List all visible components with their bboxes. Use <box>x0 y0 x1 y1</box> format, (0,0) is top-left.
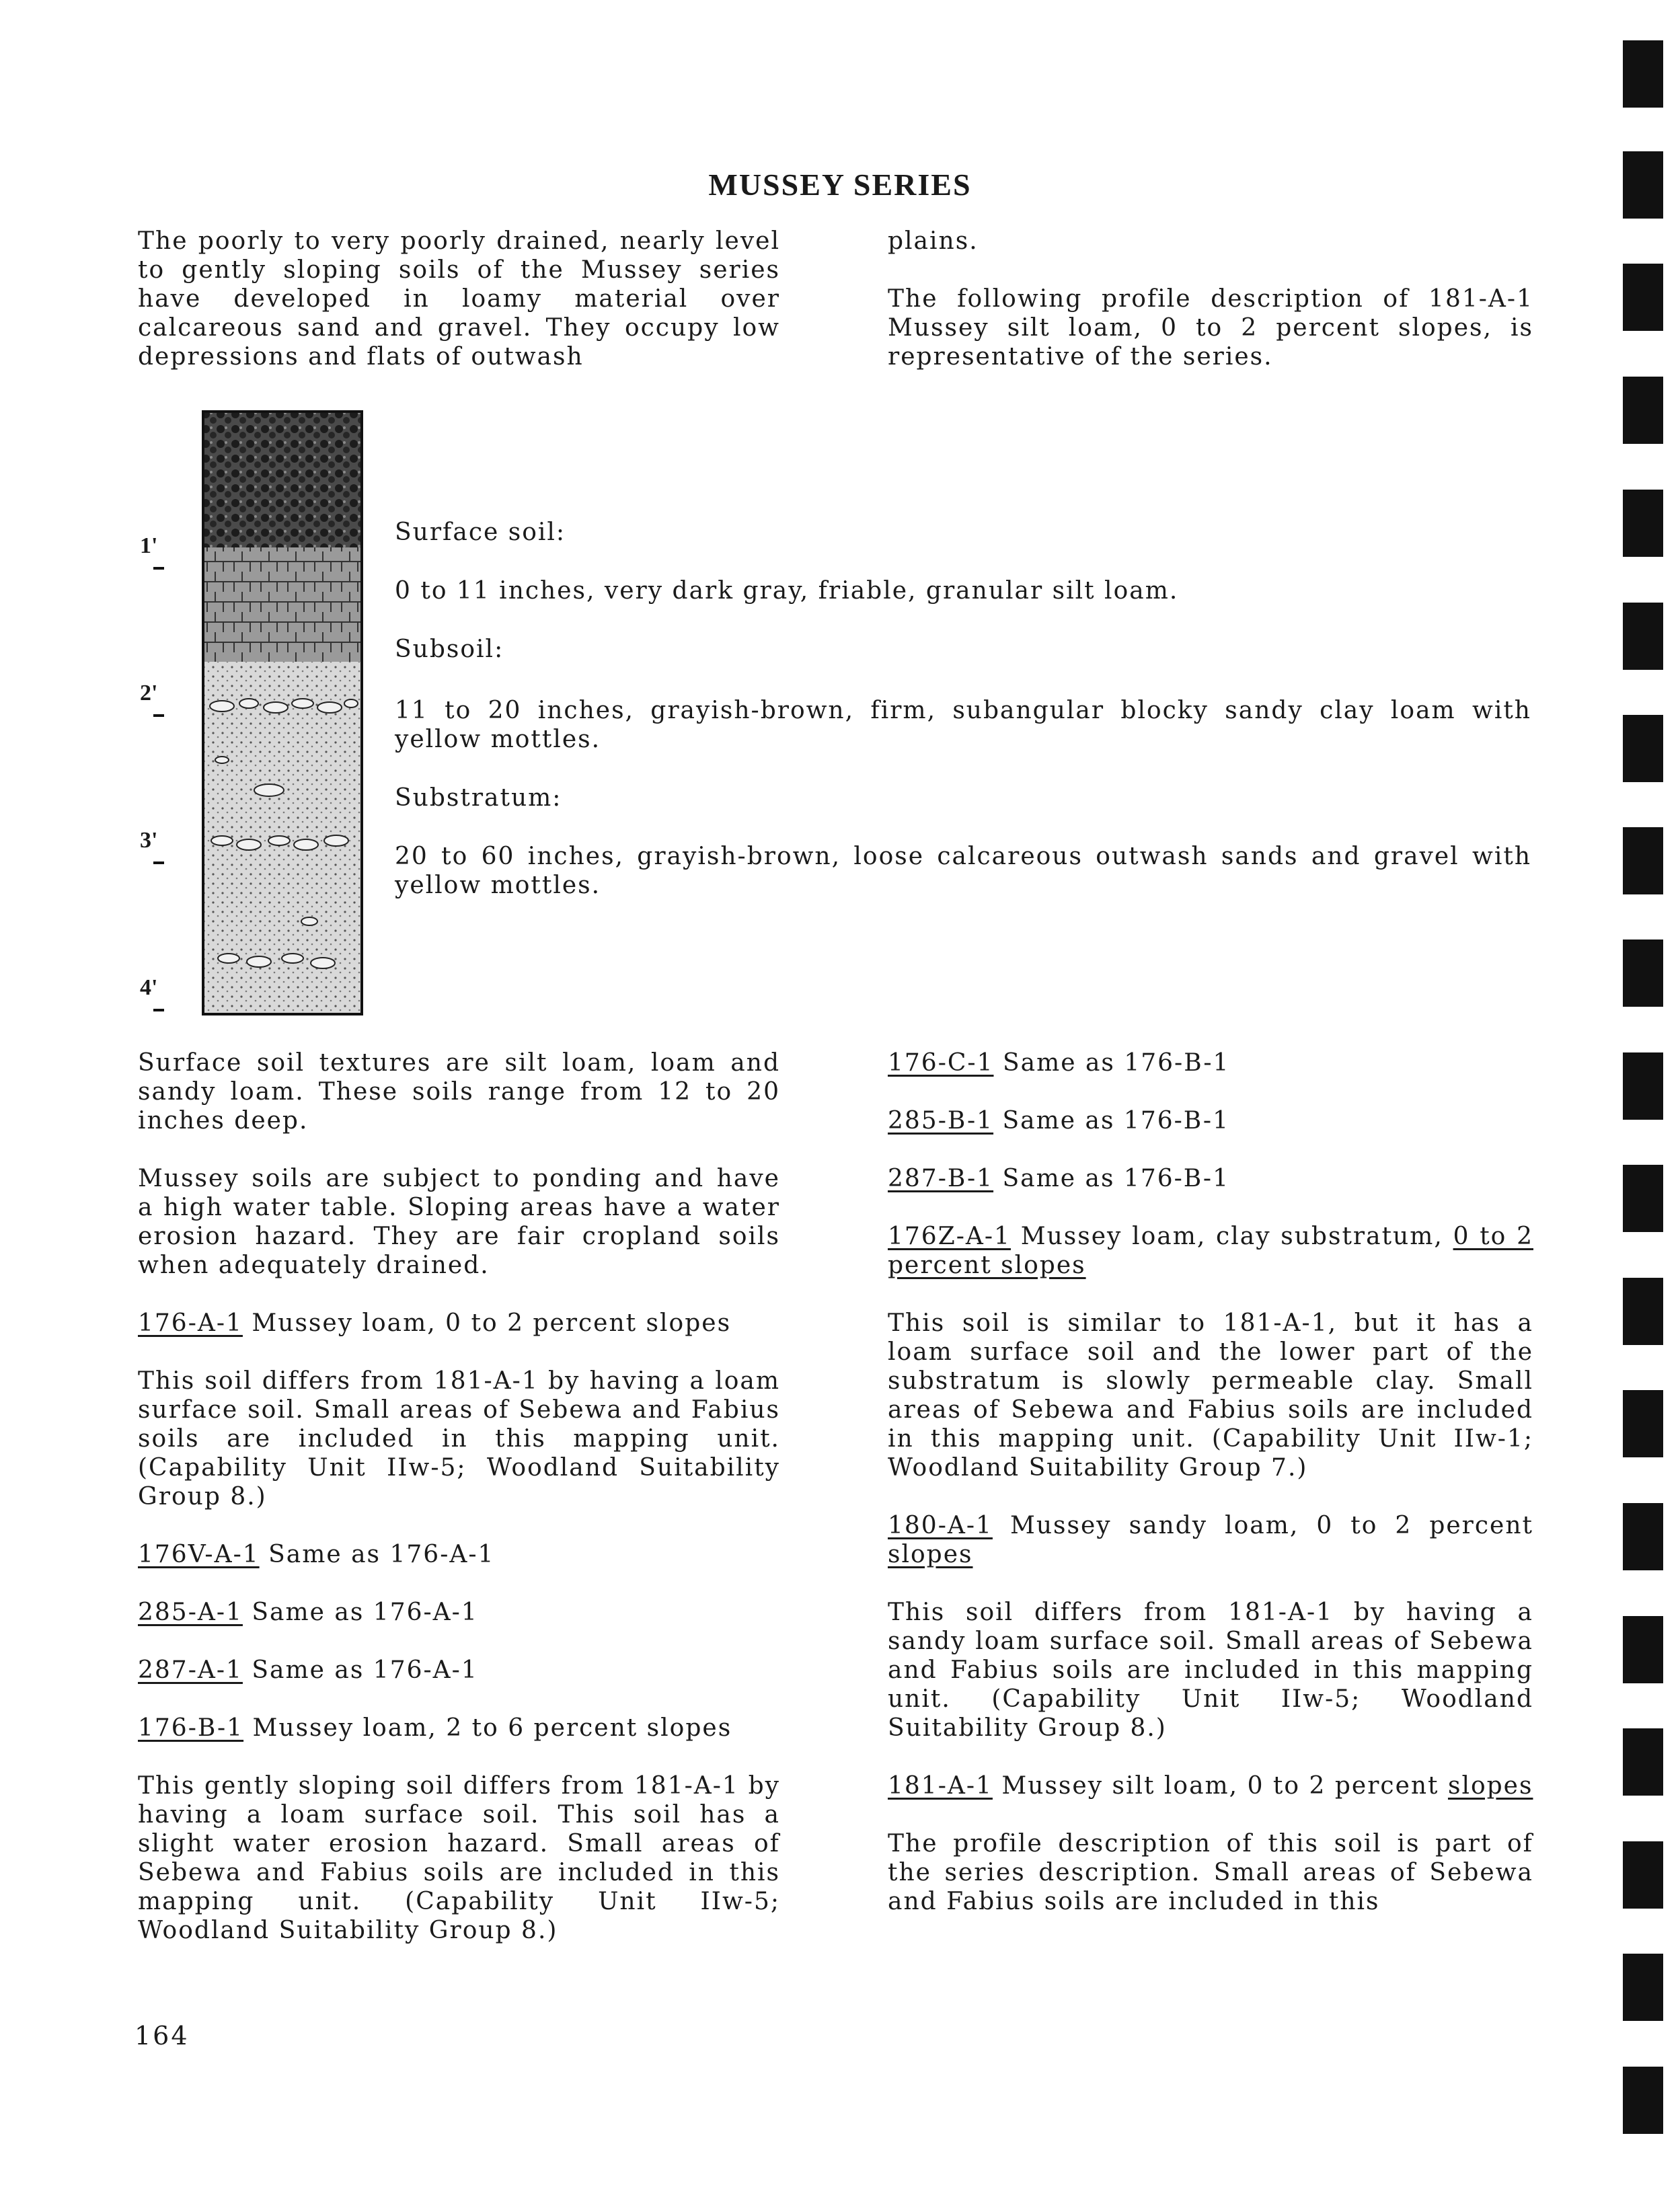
mapping-unit-code: 176-B-1 <box>138 1714 244 1742</box>
subsoil-description: 11 to 20 inches, grayish-brown, firm, subangular blocky sandy clay loam with yellow mottles. <box>395 697 1531 753</box>
mapping-unit-description: The profile description of this soil is part of the series description. Small areas of Sebewa and Fabius soils are included in this <box>888 1830 1533 1915</box>
binding-hole <box>1623 1390 1663 1457</box>
surface-soil-heading: Surface soil: <box>395 519 566 546</box>
binding-hole <box>1623 2067 1663 2134</box>
binding-hole <box>1623 1052 1663 1120</box>
mapping-unit-code: 285-A-1 <box>138 1599 243 1626</box>
mapping-unit-heading <box>138 1540 780 1569</box>
mapping-unit-description: This gently sloping soil differs from 181-A-1 by having a loam surface soil. This soil has a slight water erosion hazard. Small areas of Sebewa and Fabius soils are included in this mapping unit. (Capability Unit IIw-5; Woodland Suitability Group 8.) <box>138 1772 780 1944</box>
mapping-unit-name: Mussey silt loam, 0 to 2 percent <box>992 1772 1448 1800</box>
binding-hole <box>1623 715 1663 782</box>
mapping-unit-name: Mussey loam, 0 to 2 percent slopes <box>242 1309 732 1337</box>
intro-paragraph: The poorly to very poorly drained, nearly level to gently sloping soils of the Mussey series have developed in loamy material over calcareous sand and gravel. They occupy low depressions and flats of outwash <box>138 227 780 371</box>
intro-right <box>888 227 1533 400</box>
binding-hole <box>1623 490 1663 557</box>
mapping-unit-description: This soil differs from 181-A-1 by having a sandy loam surface soil. Small areas of Sebewa and Fabius soils are included in this mapping unit. (Capability Unit IIw-5; Woodland Suitability Group 8.) <box>888 1599 1533 1742</box>
mapping-unit-code: 176-A-1 <box>138 1309 243 1337</box>
mapping-unit-code: 176Z-A-1 <box>888 1223 1011 1250</box>
page-title: MUSSEY SERIES <box>708 167 972 202</box>
page-number: 164 <box>135 2021 190 2050</box>
mapping-unit-name: Mussey loam, 2 to 6 percent slopes <box>243 1714 732 1742</box>
mapping-unit-name: Same as 176-B-1 <box>993 1165 1229 1192</box>
mapping-unit-name: Same as 176-A-1 <box>259 1541 495 1568</box>
mapping-unit-description: This soil differs from 181-A-1 by having a loam surface soil. Small areas of Sebewa and Fabius soils are included in this mapping unit. (Capability Unit IIw-5; Woodland Suitability Group 8.) <box>138 1367 780 1510</box>
binding-hole <box>1623 827 1663 894</box>
binding-hole <box>1623 1165 1663 1232</box>
binding-hole <box>1623 1728 1663 1796</box>
mapping-unit-code: 176V-A-1 <box>138 1541 260 1568</box>
mapping-unit-slope: slopes <box>1447 1772 1533 1800</box>
right-column <box>888 1048 1533 1945</box>
binding-hole <box>1623 940 1663 1007</box>
profile-intro-paragraph: The following profile description of 181-A-1 Mussey silt loam, 0 to 2 percent slopes, is representative of the series. <box>888 285 1533 371</box>
left-column <box>138 1048 780 1974</box>
substratum-description: 20 to 60 inches, grayish-brown, loose calcareous outwash sands and gravel with yellow mottles. <box>395 843 1531 899</box>
binding-hole <box>1623 40 1663 108</box>
mapping-unit-name: Same as 176-A-1 <box>242 1656 478 1684</box>
mapping-unit-heading <box>888 1164 1533 1193</box>
depth-tick <box>153 861 164 864</box>
mapping-unit-name: Mussey loam, clay substratum, <box>1010 1223 1453 1250</box>
depth-label-4ft: 4' <box>140 975 158 1000</box>
binding-hole <box>1623 603 1663 670</box>
mapping-unit-name: Same as 176-B-1 <box>993 1049 1230 1077</box>
depth-label-2ft: 2' <box>140 681 158 705</box>
soil-profile-illustration <box>202 410 363 1015</box>
intro-left <box>138 227 780 400</box>
mapping-unit-heading <box>888 1106 1533 1135</box>
mapping-unit-slope: 0 to 2 percent slopes <box>888 1223 1533 1279</box>
binding-hole <box>1623 1278 1663 1345</box>
mapping-unit-heading <box>138 1598 780 1627</box>
mapping-unit-name: Same as 176-B-1 <box>993 1107 1229 1135</box>
depth-tick <box>153 1009 164 1011</box>
surface-soil-description: 0 to 11 inches, very dark gray, friable, granular silt loam. <box>395 577 1179 605</box>
subsoil-heading: Subsoil: <box>395 636 504 663</box>
mapping-unit-heading <box>138 1714 780 1742</box>
ponding-paragraph: Mussey soils are subject to ponding and have a high water table. Sloping areas have a water erosion hazard. They are fair cropland soils when adequately drained. <box>138 1165 780 1279</box>
mapping-unit-name: Mussey sandy loam, 0 to 2 percent <box>992 1512 1533 1539</box>
soil-profile-drawing <box>202 410 363 1015</box>
mapping-unit-heading <box>888 1222 1533 1280</box>
binding-hole <box>1623 264 1663 331</box>
binding-hole <box>1623 377 1663 444</box>
mapping-unit-code: 180-A-1 <box>888 1512 993 1539</box>
binding-hole <box>1623 151 1663 219</box>
depth-label-1ft: 1' <box>140 533 158 558</box>
mapping-unit-heading <box>888 1771 1533 1800</box>
mapping-unit-code: 287-A-1 <box>138 1656 243 1684</box>
binding-hole <box>1623 1503 1663 1570</box>
texture-paragraph: Surface soil textures are silt loam, loam and sandy loam. These soils range from 12 to 20 inches deep. <box>138 1049 780 1135</box>
substratum-heading: Substratum: <box>395 784 562 812</box>
depth-tick <box>153 714 164 717</box>
mapping-unit-code: 181-A-1 <box>888 1772 993 1800</box>
mapping-unit-name: Same as 176-A-1 <box>242 1599 478 1626</box>
mapping-unit-description: This soil is similar to 181-A-1, but it has a loam surface soil and the lower part of the substratum is slowly permeable clay. Small areas of Sebewa and Fabius soils are included in this mapping unit. (Capability Unit IIw-1; Woodland Suitability Group 7.) <box>888 1309 1533 1482</box>
mapping-unit-heading <box>888 1511 1533 1569</box>
mapping-unit-code: 287-B-1 <box>888 1165 994 1192</box>
binding-hole <box>1623 1616 1663 1683</box>
mapping-unit-heading <box>888 1048 1533 1077</box>
mapping-unit-code: 285-B-1 <box>888 1107 994 1135</box>
binding-hole <box>1623 1841 1663 1909</box>
depth-label-3ft: 3' <box>140 828 158 853</box>
depth-tick <box>153 567 164 570</box>
mapping-unit-slope: slopes <box>888 1541 973 1568</box>
intro-paragraph-end: plains. <box>888 227 979 255</box>
binding-hole <box>1623 1954 1663 2021</box>
mapping-unit-heading <box>138 1309 780 1338</box>
mapping-unit-code: 176-C-1 <box>888 1049 994 1077</box>
mapping-unit-heading <box>138 1656 780 1685</box>
